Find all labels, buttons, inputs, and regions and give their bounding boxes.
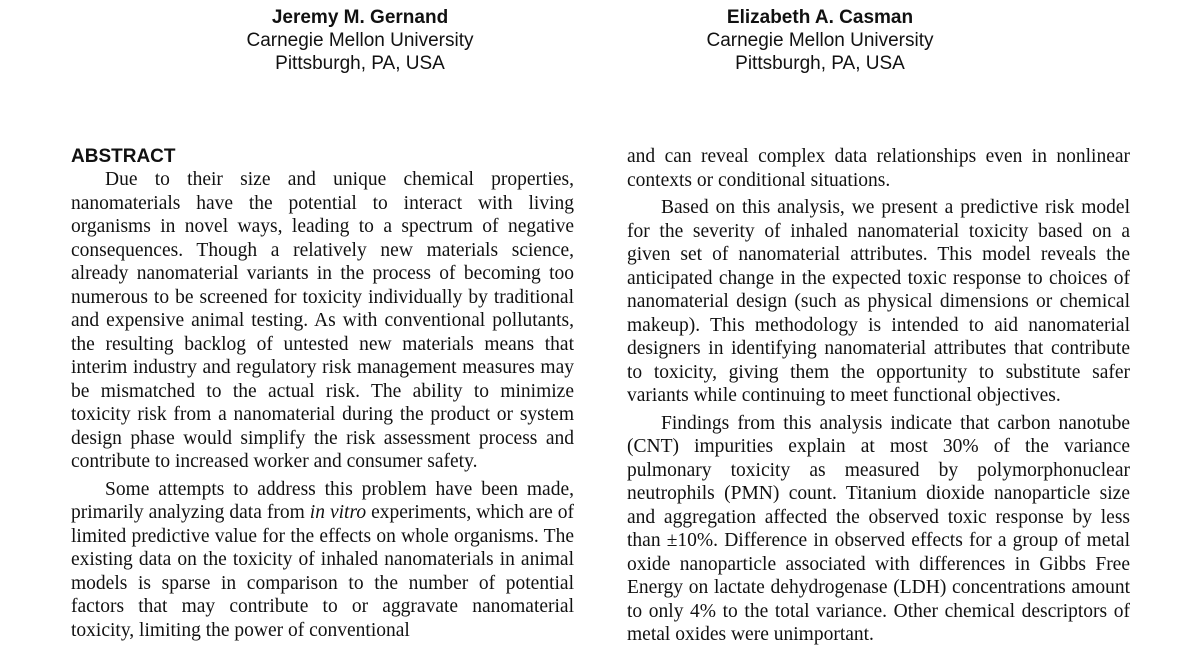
- abstract-heading: ABSTRACT: [71, 146, 176, 167]
- paragraph-text: Some attempts to address this problem have been made, primarily analyzing data from: [71, 478, 574, 523]
- paragraph-model: Based on this analysis, we present a predictive risk model for the severity of inhaled nanomaterial toxicity based on a given set of nanomaterial attributes. This model reveals the anticipated change in the expected toxic response to choices of nanomaterial design (such as physical dimensions or chemical makeup). This methodology is intended to aid nanomaterial designers in identifying nanomaterial attributes that contribute to toxicity, giving them the opportunity to substitute safer variants while continuing to meet functional objectives.: [627, 197, 1130, 406]
- author-location: Pittsburgh, PA, USA: [275, 53, 445, 74]
- italic-term: in vitro: [309, 502, 367, 523]
- paragraph-text: experiments, which are of limited predictive value for the effects on whole organisms. The existing data on the toxicity of inhaled nanomaterials in animal models is sparse in comparison to the number of potential factors that may contribute to or aggravate nanomaterial toxicity, limiting the power of conventional: [71, 502, 574, 641]
- left-column: [71, 145, 574, 642]
- author-block-right: [610, 6, 1030, 75]
- abstract-paragraph-1: Due to their size and unique chemical properties, nanomaterials have the potential to interact with living organisms in novel ways, leading to a spectrum of negative consequences. Though a relatively new materials science, already nanomaterial variants in the process of becoming too numerous to be screened for toxicity individually by traditional and expensive animal testing. As with conventional pollutants, the resulting backlog of untested new materials means that interim industry and regulatory risk management measures may be mismatched to the actual risk. The ability to minimize toxicity risk from a nanomaterial during the product or system design phase would simplify the risk assessment process and contribute to increased worker and consumer safety.: [71, 169, 574, 472]
- paragraph-continuation: and can reveal complex data relationships even in nonlinear contexts or conditional situations.: [627, 146, 1130, 191]
- paragraph-findings: Findings from this analysis indicate that carbon nanotube (CNT) impurities explain at most 30% of the variance pulmonary toxicity as measured by polymorphonuclear neutrophils (PMN) count. Titanium dioxide nanoparticle size and aggregation affected the observed toxic response by less than ±10%. Difference in observed effects for a group of metal oxide nanoparticle associated with differences in Gibbs Free Energy on lactate dehydrogenase (LDH) concentrations amount to only 4% to the total variance. Other chemical descriptors of metal oxides were unimportant.: [627, 412, 1130, 645]
- author-name: Jeremy M. Gernand: [271, 7, 449, 28]
- right-column: [627, 145, 1130, 647]
- author-affiliation: Carnegie Mellon University: [706, 30, 934, 51]
- author-name: Elizabeth A. Casman: [726, 7, 914, 28]
- author-location: Pittsburgh, PA, USA: [735, 53, 905, 74]
- abstract-paragraph-2: [71, 478, 574, 643]
- author-block-left: [150, 6, 570, 75]
- author-affiliation: Carnegie Mellon University: [246, 30, 474, 51]
